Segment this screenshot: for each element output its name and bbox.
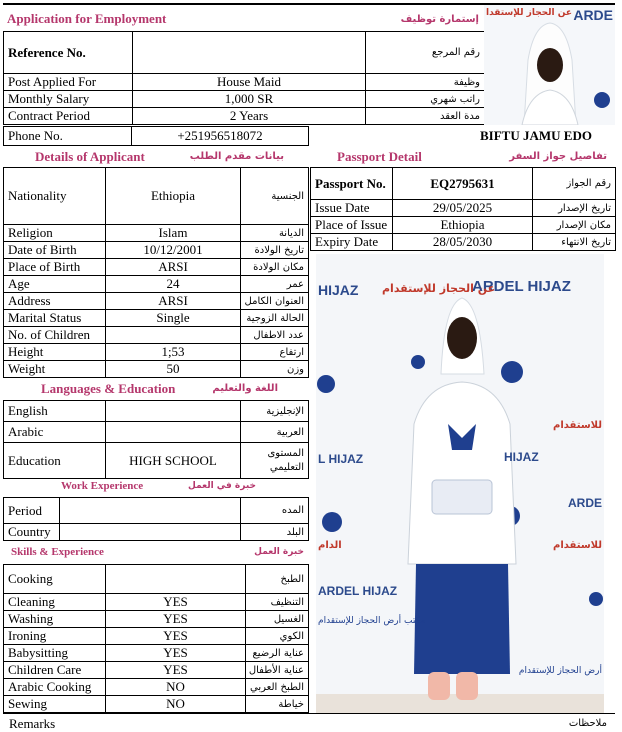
- age-value: 24: [106, 276, 241, 293]
- skills-title-en: Skills & Experience: [11, 546, 104, 558]
- skill-value: NO: [106, 679, 246, 696]
- passport-no-label: Passport No.: [311, 168, 393, 200]
- children-label: No. of Children: [4, 327, 106, 344]
- contract-row: [4, 108, 485, 125]
- weight-row: [4, 361, 309, 378]
- nationality-value: Ethiopia: [106, 168, 241, 225]
- country-value: [60, 524, 241, 541]
- expiry-label-ar: تاريخ الانتهاء: [533, 234, 616, 251]
- place-issue-value: Ethiopia: [393, 217, 533, 234]
- height-label-ar: ارتفاع: [241, 344, 309, 361]
- age-label-ar: عمر: [241, 276, 309, 293]
- watermark-en-1: ARDEL HIJAZ: [472, 278, 571, 295]
- post-label-ar: وظيفة: [366, 74, 485, 91]
- issue-date-row: [311, 200, 616, 217]
- pob-value: ARSI: [106, 259, 241, 276]
- issue-date-label: Issue Date: [311, 200, 393, 217]
- skill-row-children-care: [4, 662, 309, 679]
- watermark-en-6: ARDEL HIJAZ: [318, 584, 398, 598]
- skill-value: YES: [106, 662, 246, 679]
- arabic-row: [4, 422, 309, 443]
- education-row: [4, 443, 309, 479]
- phone-label: Phone No.: [4, 127, 132, 146]
- place-issue-label: Place of Issue: [311, 217, 393, 234]
- expiry-label: Expiry Date: [311, 234, 393, 251]
- application-title-en: Application for Employment: [7, 11, 167, 26]
- watermark-en-5: ARDE: [567, 496, 602, 510]
- skill-row-cooking: [4, 565, 309, 594]
- issue-date-label-ar: تاريخ الإصدار: [533, 200, 616, 217]
- reference-row: [4, 32, 485, 74]
- applicant-table: [3, 167, 309, 378]
- portrait-figure-icon: [484, 5, 615, 125]
- dob-value: 10/12/2001: [106, 242, 241, 259]
- passport-no-row: [311, 168, 616, 200]
- portrait-watermark-en: ARDE: [573, 7, 613, 23]
- place-issue-row: [311, 217, 616, 234]
- skill-label: Cooking: [4, 565, 106, 594]
- watermark-ar-short: أرض الحجاز للإستقدام: [518, 666, 602, 676]
- watermark-ar-2: للاستقدام: [553, 420, 602, 431]
- full-body-figure-icon: [316, 254, 604, 713]
- skill-value: YES: [106, 594, 246, 611]
- pob-label-ar: مكان الولادة: [241, 259, 309, 276]
- religion-row: [4, 225, 309, 242]
- work-title-en: Work Experience: [61, 480, 144, 492]
- religion-label-ar: الديانة: [241, 225, 309, 242]
- passport-header: [309, 148, 615, 167]
- watermark-ar-1: عن الحجاز للإستقدام: [382, 282, 496, 295]
- weight-label-ar: وزن: [241, 361, 309, 378]
- phone-value: +251956518072: [132, 127, 309, 146]
- skill-label-ar: الطبخ العربي: [246, 679, 309, 696]
- skill-label-ar: الكوي: [246, 628, 309, 645]
- address-value: ARSI: [106, 293, 241, 310]
- skill-value: YES: [106, 645, 246, 662]
- watermark-ar-4: الدام: [318, 540, 342, 551]
- post-label: Post Applied For: [4, 74, 133, 91]
- application-header-table: [3, 7, 483, 31]
- religion-label: Religion: [4, 225, 106, 242]
- marital-row: [4, 310, 309, 327]
- phone-table: [3, 126, 309, 146]
- children-value: [106, 327, 241, 344]
- arabic-label-ar: العربية: [241, 422, 309, 443]
- passport-no-label-ar: رقم الجواز: [533, 168, 616, 200]
- applicant-title-en: Details of Applicant: [35, 149, 145, 164]
- languages-title-ar: اللغة والتعليم: [212, 383, 278, 394]
- skill-label: Arabic Cooking: [4, 679, 106, 696]
- skill-row-ironing: [4, 628, 309, 645]
- country-label-ar: البلد: [241, 524, 309, 541]
- period-label: Period: [4, 498, 60, 524]
- skill-label: Washing: [4, 611, 106, 628]
- skill-label-ar: عناية الرضيع: [246, 645, 309, 662]
- skill-label: Sewing: [4, 696, 106, 713]
- portrait-watermark-ar: عن الحجاز للإستقدا: [486, 8, 573, 18]
- period-label-ar: المده: [241, 498, 309, 524]
- english-label: English: [4, 401, 106, 422]
- english-value: [106, 401, 241, 422]
- nationality-label-ar: الجنسية: [241, 168, 309, 225]
- dob-label-ar: تاريخ الولادة: [241, 242, 309, 259]
- skills-header: [3, 542, 308, 564]
- passport-table: [310, 167, 616, 251]
- work-table: [3, 497, 309, 541]
- skills-title-ar: خبرة العمل: [254, 547, 304, 557]
- skill-label-ar: عناية الأطفال: [246, 662, 309, 679]
- skill-label-ar: الطبخ: [246, 565, 309, 594]
- period-row: [4, 498, 309, 524]
- skill-label: Children Care: [4, 662, 106, 679]
- nationality-row: [4, 168, 309, 225]
- age-row: [4, 276, 309, 293]
- portrait-photo: [484, 5, 615, 125]
- salary-row: [4, 91, 485, 108]
- pob-row: [4, 259, 309, 276]
- place-issue-label-ar: مكان الإصدار: [533, 217, 616, 234]
- skill-row-arabic-cooking: [4, 679, 309, 696]
- work-title-ar: خبرة في العمل: [188, 481, 256, 491]
- applicant-header: [3, 148, 308, 167]
- marital-label: Marital Status: [4, 310, 106, 327]
- remarks-label: Remarks: [9, 716, 56, 731]
- country-label: Country: [4, 524, 60, 541]
- work-header: [3, 479, 308, 497]
- salary-label-ar: راتب شهري: [366, 91, 485, 108]
- expiry-value: 28/05/2030: [393, 234, 533, 251]
- skill-row-babysitting: [4, 645, 309, 662]
- skill-value: YES: [106, 611, 246, 628]
- application-title-ar: إستمارة توظيف: [400, 13, 479, 25]
- salary-label: Monthly Salary: [4, 91, 133, 108]
- full-body-photo: [316, 254, 604, 713]
- english-row: [4, 401, 309, 422]
- remarks-row: [3, 713, 615, 732]
- remarks-label-ar: ملاحظات: [568, 718, 607, 729]
- marital-value: Single: [106, 310, 241, 327]
- issue-date-value: 29/05/2025: [393, 200, 533, 217]
- languages-title-en: Languages & Education: [41, 381, 176, 396]
- weight-value: 50: [106, 361, 241, 378]
- salary-value: 1,000 SR: [133, 91, 366, 108]
- candidate-name: BIFTU JAMU EDO: [480, 128, 592, 143]
- religion-value: Islam: [106, 225, 241, 242]
- post-row: [4, 74, 485, 91]
- skill-label-ar: الغسيل: [246, 611, 309, 628]
- skill-label: Ironing: [4, 628, 106, 645]
- dob-label: Date of Birth: [4, 242, 106, 259]
- skill-label: Babysitting: [4, 645, 106, 662]
- education-label-ar: المستوى التعليمي: [241, 443, 309, 479]
- expiry-row: [311, 234, 616, 251]
- top-info-table: [3, 31, 485, 125]
- skills-table: [3, 564, 309, 713]
- dob-row: [4, 242, 309, 259]
- languages-header: [3, 379, 308, 400]
- passport-title-en: Passport Detail: [337, 149, 422, 164]
- reference-label: Reference No.: [4, 32, 133, 74]
- height-value: 1;53: [106, 344, 241, 361]
- country-row: [4, 524, 309, 541]
- reference-value: [133, 32, 366, 74]
- contract-label: Contract Period: [4, 108, 133, 125]
- address-row: [4, 293, 309, 310]
- skill-label-ar: خياطة: [246, 696, 309, 713]
- english-label-ar: الإنجليزية: [241, 401, 309, 422]
- watermark-ar-3: للاستقدام: [553, 540, 602, 551]
- watermark-en-2: HIJAZ: [318, 282, 359, 298]
- children-row: [4, 327, 309, 344]
- skill-value: YES: [106, 628, 246, 645]
- address-label: Address: [4, 293, 106, 310]
- nationality-label: Nationality: [4, 168, 106, 225]
- skill-value: NO: [106, 696, 246, 713]
- reference-label-ar: رقم المرجع: [366, 32, 485, 74]
- arabic-value: [106, 422, 241, 443]
- height-label: Height: [4, 344, 106, 361]
- watermark-en-3: L HIJAZ: [318, 452, 364, 466]
- address-label-ar: العنوان الكامل: [241, 293, 309, 310]
- post-value: House Maid: [133, 74, 366, 91]
- arabic-label: Arabic: [4, 422, 106, 443]
- children-label-ar: عدد الاطفال: [241, 327, 309, 344]
- marital-label-ar: الحالة الزوجية: [241, 310, 309, 327]
- passport-no-value: EQ2795631: [393, 168, 533, 200]
- education-label: Education: [4, 443, 106, 479]
- contract-value: 2 Years: [133, 108, 366, 125]
- skill-label-ar: التنظيف: [246, 594, 309, 611]
- watermark-en-4: HIJAZ: [504, 450, 539, 464]
- watermark-ar-office: مكتب أرض الحجاز للإستقدام: [318, 616, 426, 626]
- education-value: HIGH SCHOOL: [106, 443, 241, 479]
- skill-row-washing: [4, 611, 309, 628]
- skill-value: [106, 565, 246, 594]
- contract-label-ar: مدة العقد: [366, 108, 485, 125]
- skill-row-sewing: [4, 696, 309, 713]
- pob-label: Place of Birth: [4, 259, 106, 276]
- applicant-title-ar: بيانات مقدم الطلب: [189, 151, 284, 162]
- weight-label: Weight: [4, 361, 106, 378]
- languages-table: [3, 400, 309, 479]
- height-row: [4, 344, 309, 361]
- passport-title-ar: تفاصيل جواز السفر: [509, 151, 607, 162]
- skill-label: Cleaning: [4, 594, 106, 611]
- skill-row-cleaning: [4, 594, 309, 611]
- period-value: [60, 498, 241, 524]
- age-label: Age: [4, 276, 106, 293]
